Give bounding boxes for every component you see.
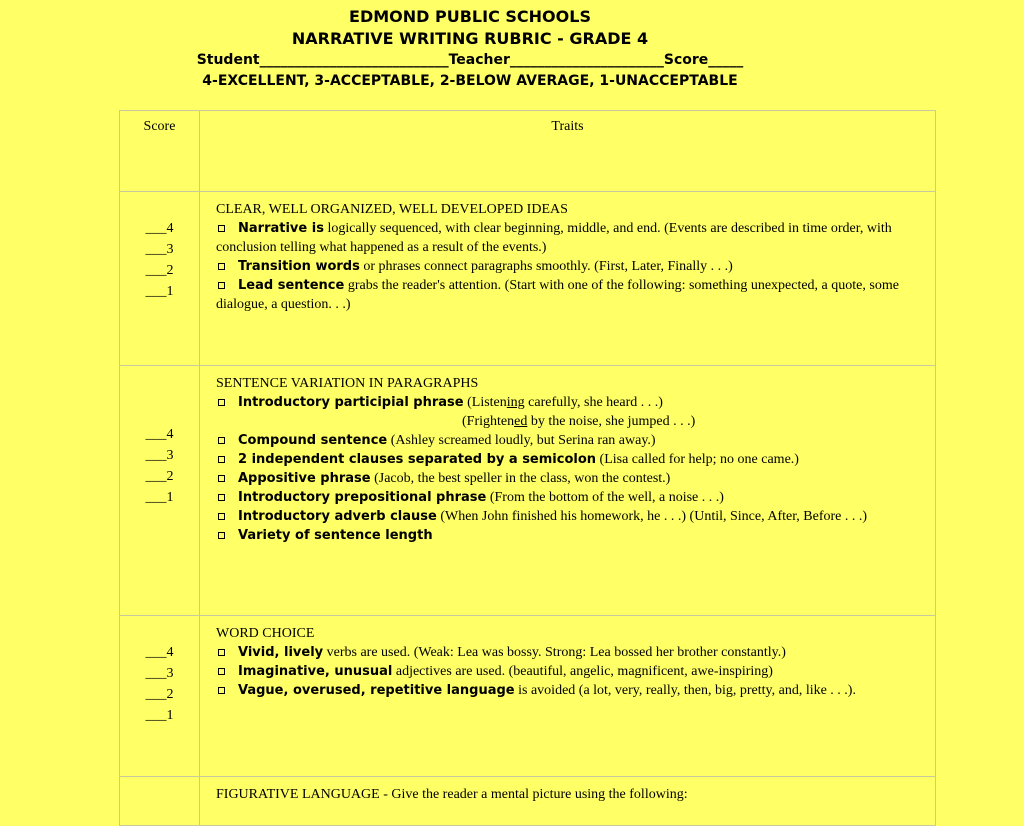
item-term: Transition words <box>238 259 360 274</box>
score-cell <box>120 777 200 826</box>
checkbox-bullet-icon <box>218 494 225 501</box>
score-mark-2[interactable]: ___2 <box>145 687 174 702</box>
item-text-underlined: ing <box>506 395 525 410</box>
item-text: or phrases connect paragraphs smoothly. (First, Later, Finally . . .) <box>359 259 733 274</box>
checkbox-bullet-icon <box>218 668 225 675</box>
section-title: WORD CHOICE <box>216 626 315 641</box>
traits-cell <box>200 777 936 826</box>
checkbox-bullet-icon <box>218 437 225 444</box>
checkbox-bullet-icon <box>218 263 225 270</box>
list-item <box>216 488 921 507</box>
checkbox-bullet-icon <box>218 649 225 656</box>
item-text: grabs the reader's attention. (Start with one of the following: something unexpected, a quote, some dialogue, a question. . .) <box>216 278 899 312</box>
item-text: (Jacob, the best speller in the class, won the contest.) <box>370 471 671 486</box>
item-text: verbs are used. (Weak: Lea was bossy. Strong: Lea bossed her brother constantly.) <box>323 645 786 660</box>
score-mark-1[interactable]: ___1 <box>145 708 174 723</box>
item-text: (From the bottom of the well, a noise . . .) <box>486 490 724 505</box>
table-row <box>120 192 936 366</box>
score-cell <box>120 366 200 616</box>
checkbox-bullet-icon <box>218 282 225 289</box>
item-term: Lead sentence <box>238 278 345 293</box>
item-text: carefully, she heard . . .) <box>524 395 663 410</box>
traits-column-header: Traits <box>200 111 936 192</box>
document-header <box>0 6 940 92</box>
score-mark-3[interactable]: ___3 <box>145 448 174 463</box>
item-term: Introductory participial phrase <box>238 395 464 410</box>
score-mark-1[interactable]: ___1 <box>145 490 174 505</box>
list-item-continuation <box>216 412 921 431</box>
item-term: Vivid, lively <box>238 645 324 660</box>
item-text: (Ashley screamed loudly, but Serina ran away.) <box>387 433 656 448</box>
section-title: CLEAR, WELL ORGANIZED, WELL DEVELOPED IDEAS <box>216 202 568 217</box>
section-title: FIGURATIVE LANGUAGE - Give the reader a mental picture using the following: <box>216 787 688 802</box>
checkbox-bullet-icon <box>218 456 225 463</box>
list-item <box>216 643 921 662</box>
score-mark-3[interactable]: ___3 <box>145 666 174 681</box>
item-text: is avoided (a lot, very, really, then, big, pretty, and, like . . .). <box>514 683 856 698</box>
score-cell <box>120 616 200 777</box>
item-term: Compound sentence <box>238 433 388 448</box>
item-text: (Listen <box>463 395 507 410</box>
checkbox-bullet-icon <box>218 687 225 694</box>
item-text: logically sequenced, with clear beginning, middle, and end. (Events are described in time order, with conclusion telling what happened as a result of the events.) <box>216 221 892 255</box>
checkbox-bullet-icon <box>218 513 225 520</box>
rubric-title: NARRATIVE WRITING RUBRIC - GRADE 4 <box>291 29 649 48</box>
score-column-header: Score <box>120 111 200 192</box>
score-cell <box>120 192 200 366</box>
list-item <box>216 393 921 412</box>
table-header-row <box>120 111 936 192</box>
item-text: (Lisa called for help; no one came.) <box>596 452 799 467</box>
student-teacher-score-line: Student___________________________Teacher______________________Score_____ <box>196 52 744 68</box>
list-item <box>216 257 921 276</box>
item-text: adjectives are used. (beautiful, angelic, magnificent, awe-inspiring) <box>392 664 773 679</box>
checkbox-bullet-icon <box>218 532 225 539</box>
section-title: SENTENCE VARIATION IN PARAGRAPHS <box>216 376 479 391</box>
score-mark-4[interactable]: ___4 <box>145 645 174 660</box>
item-term: Appositive phrase <box>238 471 371 486</box>
item-term: 2 independent clauses separated by a semicolon <box>238 452 597 467</box>
score-mark-1[interactable]: ___1 <box>145 284 174 299</box>
checkbox-bullet-icon <box>218 399 225 406</box>
item-term: Introductory adverb clause <box>238 509 437 524</box>
list-item <box>216 219 921 257</box>
item-text: by the noise, she jumped . . .) <box>527 414 696 429</box>
item-text: (Frighten <box>462 414 515 429</box>
score-mark-4[interactable]: ___4 <box>145 427 174 442</box>
table-row <box>120 616 936 777</box>
table-row <box>120 366 936 616</box>
item-text: (When John finished his homework, he . . .) (Until, Since, After, Before . . .) <box>436 509 868 524</box>
district-title: EDMOND PUBLIC SCHOOLS <box>349 7 591 26</box>
item-term: Vague, overused, repetitive language <box>238 683 515 698</box>
item-text-underlined: ed <box>514 414 528 429</box>
table-row <box>120 777 936 826</box>
list-item <box>216 431 921 450</box>
list-item <box>216 276 921 314</box>
score-mark-2[interactable]: ___2 <box>145 263 174 278</box>
score-options <box>120 616 199 726</box>
list-item <box>216 450 921 469</box>
score-mark-4[interactable]: ___4 <box>145 221 174 236</box>
score-mark-2[interactable]: ___2 <box>145 469 174 484</box>
traits-cell <box>200 616 936 777</box>
score-scale-legend: 4-EXCELLENT, 3-ACCEPTABLE, 2-BELOW AVERAGE, 1-UNACCEPTABLE <box>202 73 738 89</box>
checkbox-bullet-icon <box>218 475 225 482</box>
list-item <box>216 469 921 488</box>
item-term: Imaginative, unusual <box>238 664 393 679</box>
item-term: Narrative is <box>238 221 324 236</box>
checkbox-bullet-icon <box>218 225 225 232</box>
score-mark-3[interactable]: ___3 <box>145 242 174 257</box>
score-options <box>120 366 199 508</box>
list-item <box>216 681 921 700</box>
score-options <box>120 192 199 302</box>
list-item <box>216 662 921 681</box>
traits-cell <box>200 366 936 616</box>
list-item <box>216 526 921 545</box>
item-term: Variety of sentence length <box>238 528 433 543</box>
item-term: Introductory prepositional phrase <box>238 490 487 505</box>
traits-cell <box>200 192 936 366</box>
rubric-table <box>119 110 936 826</box>
list-item <box>216 507 921 526</box>
